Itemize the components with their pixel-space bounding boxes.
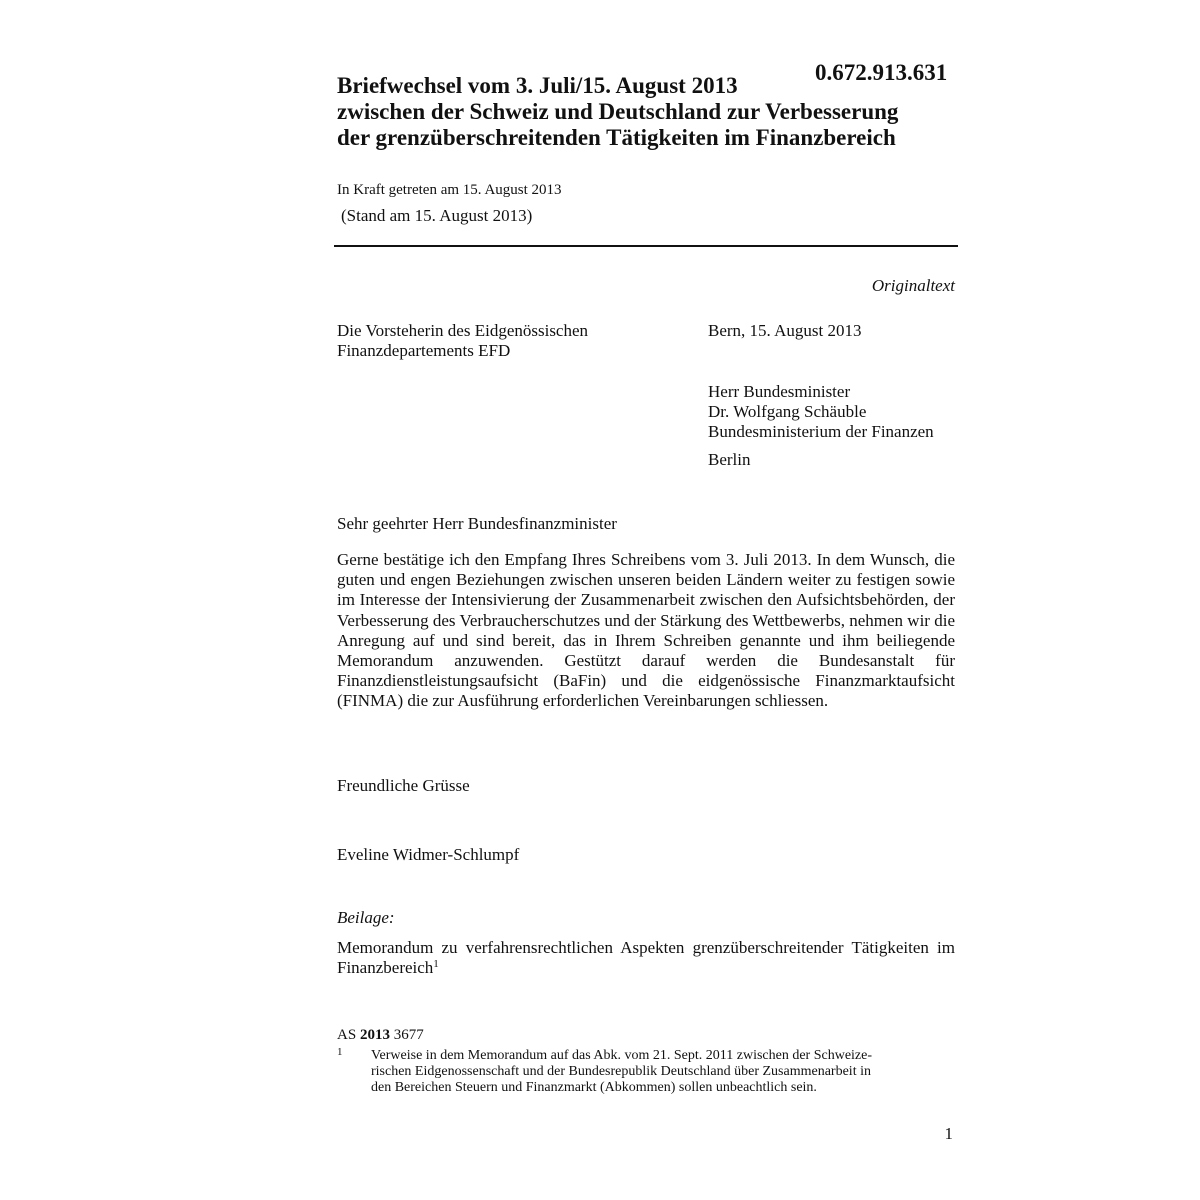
as-page: 3677 (393, 1027, 424, 1043)
place-date: Bern, 15. August 2013 (708, 321, 862, 340)
footnote-number: 1 (337, 1046, 343, 1058)
closing: Freundliche Grüsse (337, 776, 470, 795)
status-date: (Stand am 15. August 2013) (341, 206, 533, 225)
enclosure-label: Beilage: (337, 908, 395, 927)
letter-body: Gerne bestätige ich den Empfang Ihres Schreibens vom 3. Juli 2013. In dem Wunsch, die guten und engen Beziehungen zwischen unseren beiden Ländern weiter zu festigen sowie im Interesse der Intensivierung der Zusammenarbeit zwischen den Aufsichtsbehörden, der Verbesserung des Verbraucherschutzes und der Stärkung des Wettbewerbs, nehmen wir die Anregung auf und sind bereit, das in Ihrem Schreiben genannte und ihm beiliegende Memorandum anzuwenden. Gestützt darauf werden die Bundesanstalt für Finanzdienstleistungsaufsicht (BaFin) und die eidgenössische Finanzmarktaufsicht (FINMA) die zur Ausführung erforderlichen Vereinbarungen schliessen. (337, 550, 955, 711)
as-year: 2013 (359, 1027, 390, 1043)
recipient-city: Berlin (708, 450, 751, 469)
footnote-line: den Bereichen Steuern und Finanzmarkt (Abkommen) sollen unbeachtlich sein. (371, 1080, 817, 1095)
document-title (337, 73, 977, 151)
footnote-line: Verweise in dem Memorandum auf das Abk. vom 21. Sept. 2011 zwischen der Schweize- (371, 1048, 873, 1063)
title-line: der grenzüberschreitenden Tätigkeiten im Finanzbereich (337, 125, 896, 150)
recipient-line: Dr. Wolfgang Schäuble (708, 402, 867, 421)
footnote-text (371, 1048, 951, 1096)
in-force-date: In Kraft getreten am 15. August 2013 (337, 182, 562, 198)
sender-line: Finanzdepartements EFD (337, 341, 511, 360)
title-line: Briefwechsel vom 3. Juli/15. August 2013 (337, 73, 738, 98)
footnote-line: rischen Eidgenossenschaft und der Bundesrepublik Deutschland über Zusammenarbeit in (371, 1064, 871, 1079)
original-text-label: Originaltext (871, 276, 955, 295)
sr-number: 0.672.913.631 (815, 60, 948, 85)
page-number: 1 (944, 1124, 953, 1143)
footnote-reference-link[interactable]: 1 (433, 958, 439, 970)
sender-block (337, 321, 588, 361)
as-prefix: AS (337, 1027, 357, 1043)
recipient-block (708, 382, 934, 442)
signature-name: Eveline Widmer-Schlumpf (337, 845, 520, 864)
enclosure-text (337, 938, 955, 978)
recipient-line: Bundesministerium der Finanzen (708, 422, 934, 441)
sender-line: Die Vorsteherin des Eidgenössischen (337, 321, 589, 340)
salutation: Sehr geehrter Herr Bundesfinanzminister (337, 514, 617, 533)
recipient-line: Herr Bundesminister (708, 382, 851, 401)
title-line: zwischen der Schweiz und Deutschland zur Verbesserung (337, 99, 899, 124)
as-reference (337, 1027, 424, 1044)
header-divider (334, 245, 958, 247)
enclosure-title: Memorandum zu verfahrensrechtlichen Aspekten grenzüberschreitender Tätigkeiten im Finanzbereich (337, 938, 955, 977)
